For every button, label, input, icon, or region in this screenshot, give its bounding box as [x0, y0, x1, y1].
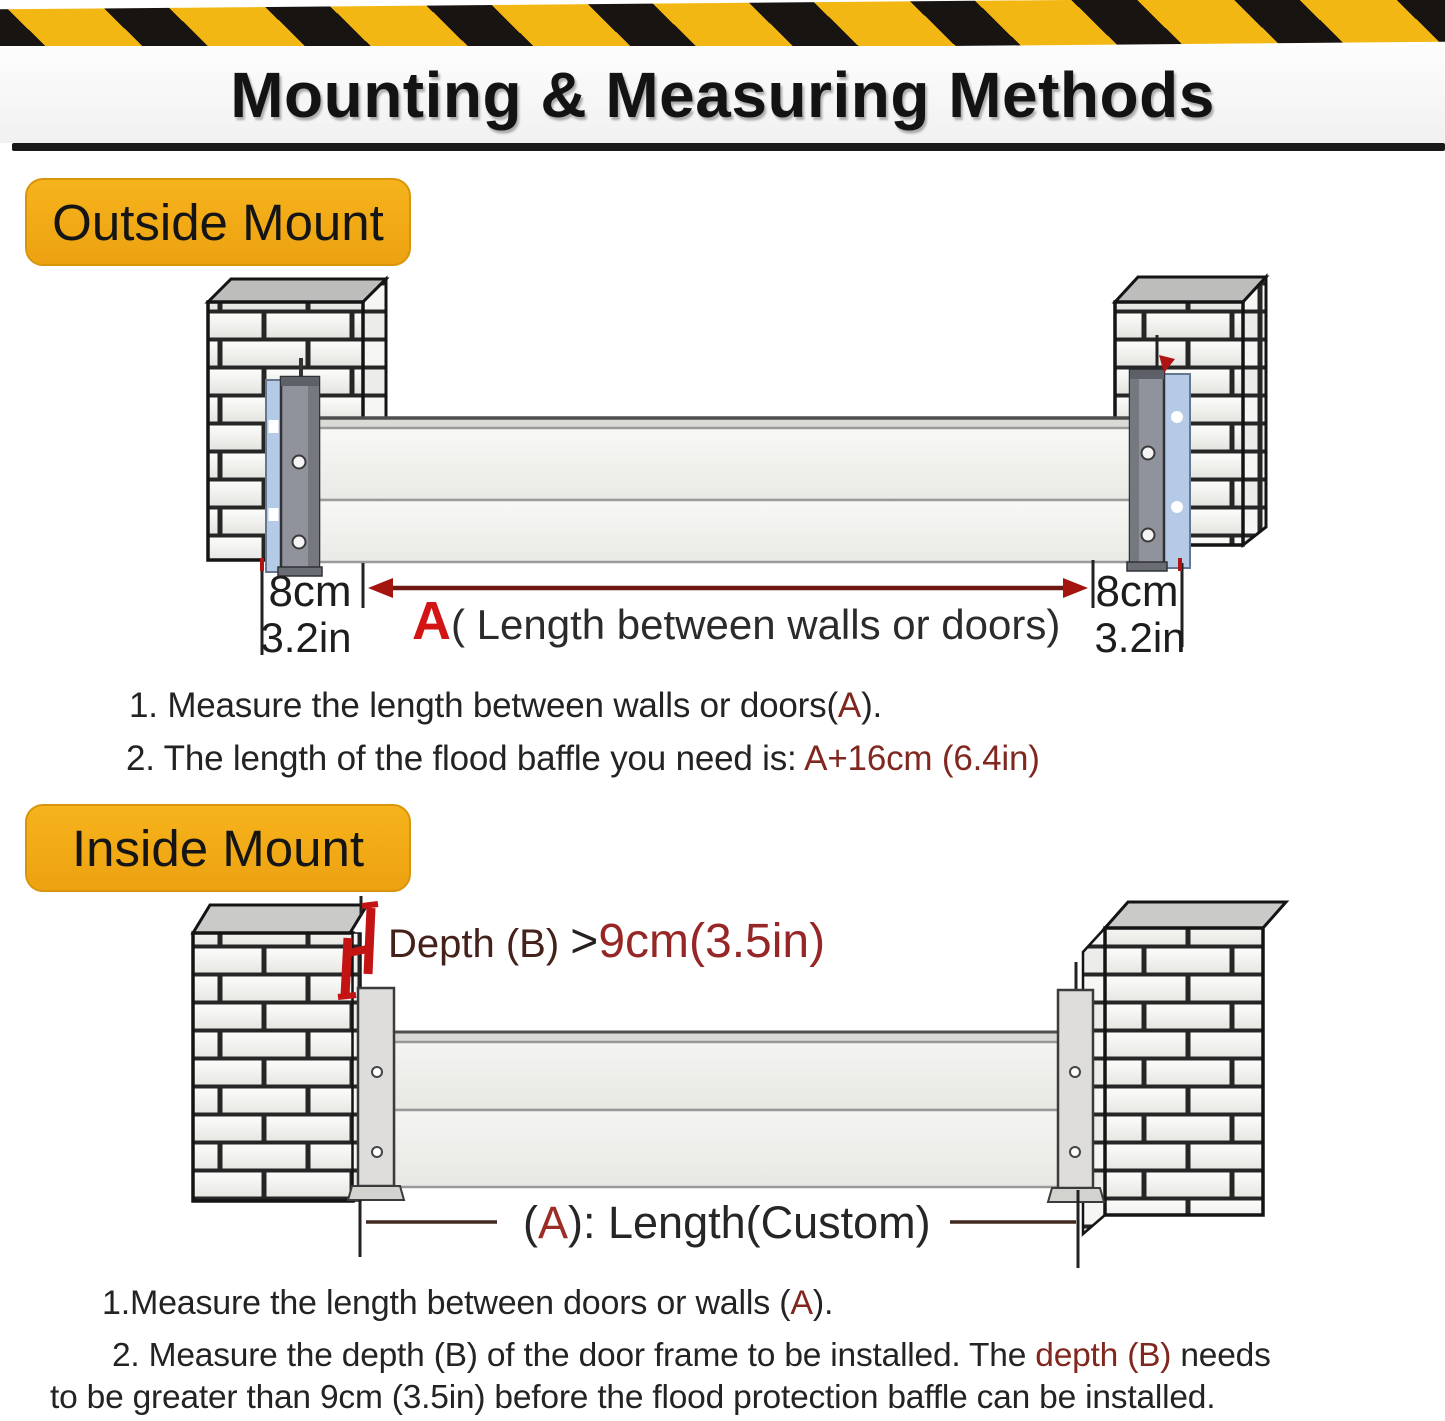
- inside-mount-label-text: Inside Mount: [71, 819, 364, 877]
- flood-barrier: [319, 418, 1132, 562]
- screw-hole: [1142, 447, 1155, 460]
- outside-step-1: 1. Measure the length between walls or doors(A).: [129, 686, 883, 725]
- screw-hole: [293, 456, 306, 469]
- right-dim-cm: 8cm: [1095, 567, 1179, 616]
- inside-step-2-line-1: 2. Measure the depth (B) of the door frame to be installed. The depth (B) needs: [112, 1337, 1271, 1374]
- screw-hole: [1142, 529, 1155, 542]
- arrowhead-right-icon: [1063, 578, 1088, 598]
- arrowhead-left-icon: [368, 578, 393, 598]
- depth-label: Depth (B) >9cm(3.5in): [388, 915, 826, 968]
- left-dim-cm: 8cm: [268, 567, 352, 616]
- inside-mount-label: [25, 804, 411, 892]
- inside-left-wall: [193, 905, 367, 1201]
- outside-dimension: [260, 558, 1185, 661]
- outside-step-2: 2. The length of the flood baffle you need is: A+16cm (6.4in): [126, 739, 1040, 778]
- flood-barrier: [394, 1032, 1060, 1187]
- screw-hole: [1070, 1067, 1080, 1077]
- inside-step-2-line-2: to be greater than 9cm (3.5in) before the flood protection baffle can be installed.: [50, 1379, 1216, 1416]
- outside-mount-diagram: [0, 255, 1445, 675]
- inside-mount-diagram: [0, 890, 1445, 1285]
- screw-hole: [372, 1067, 382, 1077]
- left-dim-in: 3.2in: [260, 614, 352, 661]
- title-band: [0, 46, 1445, 143]
- screw-hole: [1070, 1147, 1080, 1157]
- length-custom-label: (A): Length(Custom): [523, 1197, 931, 1248]
- length-between-walls-label: A( Length between walls or doors): [412, 591, 1061, 651]
- right-dim-in: 3.2in: [1094, 614, 1186, 661]
- page-title: Mounting & Measuring Methods: [230, 58, 1215, 131]
- screw-hole: [293, 536, 306, 549]
- banner: [0, 0, 1445, 152]
- inside-step-1: 1.Measure the length between doors or walls (A).: [102, 1284, 834, 1322]
- left-mounting-channel: [266, 377, 322, 576]
- screw-hole: [372, 1147, 382, 1157]
- outside-mount-label: [25, 178, 411, 266]
- banner-divider: [12, 143, 1445, 151]
- inside-dimension: [360, 1190, 1078, 1268]
- right-mounting-channel: [1127, 355, 1190, 571]
- inside-right-wall: [1083, 902, 1286, 1234]
- outside-mount-label-text: Outside Mount: [52, 193, 384, 251]
